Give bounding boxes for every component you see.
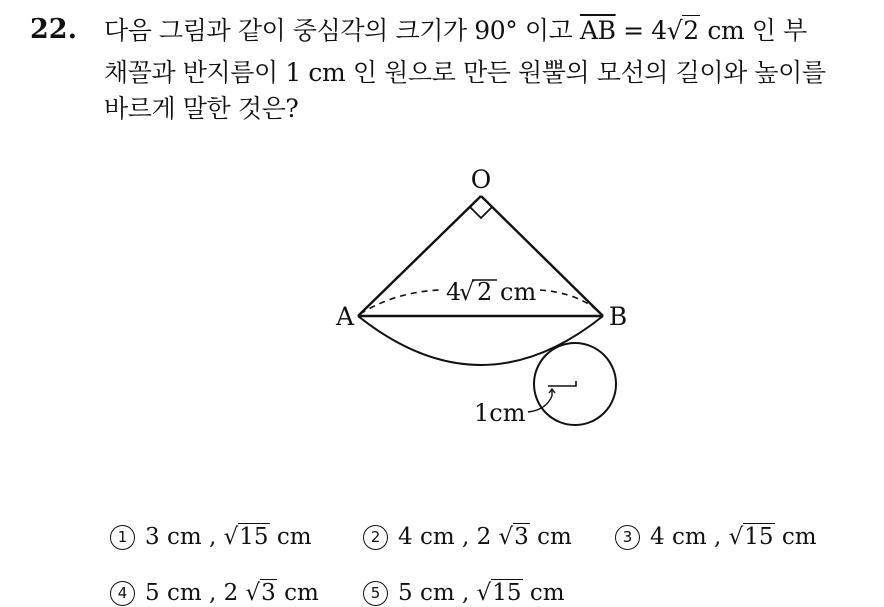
question-line-2: 채꼴과 반지름이 1 cm 인 원으로 만든 원뿔의 모선의 길이와 높이를 [104,58,826,87]
sector-cone-figure [300,150,640,440]
choice-3-mark: 3 [615,525,640,550]
base-circle [534,343,616,425]
question-line-1-tail: cm 인 부 [699,16,807,45]
right-angle-mark [470,207,492,218]
choice-2-text: 4 cm , 2 [398,524,499,550]
equals-four: = 4 [615,16,667,45]
label-a: A [335,302,355,331]
choice-1-mark: 1 [110,525,135,550]
choice-5-rad: 15 [492,580,522,606]
choice-4-rad: 3 [261,580,276,606]
radius-label: 1cm [474,399,526,427]
svg-text:√: √ [459,278,475,306]
chord-length-unit: cm [500,278,537,306]
choice-1-unit: cm [269,524,312,550]
choice-3-rad: 15 [744,524,774,550]
choice-3[interactable]: 3 4 cm , √15 cm [615,524,817,550]
radicand-2: 2 [683,16,699,45]
label-o: O [470,165,492,194]
choice-1-rad: 15 [239,524,269,550]
question-number: 22. [30,14,77,45]
choice-2[interactable]: 2 4 cm , 2 √3 cm [363,524,572,550]
chord-length-label [442,276,540,306]
question-line-1: 다음 그림과 같이 중심각의 크기가 90° 이고 $\overline{AB} = 4√2$ cm 인 부 [104,16,807,45]
choice-4-unit: cm [276,580,319,606]
choice-2-rad: 3 [514,524,529,550]
choice-4-text: 5 cm , 2 [145,580,246,606]
choice-2-mark: 2 [363,525,388,550]
choice-3-unit: cm [774,524,817,550]
choice-3-text: 4 cm , [650,524,729,550]
choice-4[interactable]: 4 5 cm , 2 √3 cm [110,580,319,606]
choice-1-text: 3 cm , [145,524,224,550]
choice-2-unit: cm [529,524,572,550]
chord-length-num: 4 [446,278,462,306]
choice-5-unit: cm [522,580,565,606]
choice-1[interactable]: 1 3 cm , √15 cm [110,524,312,550]
choice-5-mark: 5 [363,581,388,606]
question-line-3: 바르게 말한 것은? [104,94,299,123]
choice-4-mark: 4 [110,581,135,606]
segment-ab: $\overline{AB}$ [579,16,616,45]
choice-5-text: 5 cm , [398,580,477,606]
choice-5[interactable]: 5 5 cm , √15 cm [363,580,565,606]
label-b: B [608,302,628,331]
question-line-1-text: 다음 그림과 같이 중심각의 크기가 90° 이고 [104,16,580,45]
chord-length-rad: 2 [477,278,493,306]
